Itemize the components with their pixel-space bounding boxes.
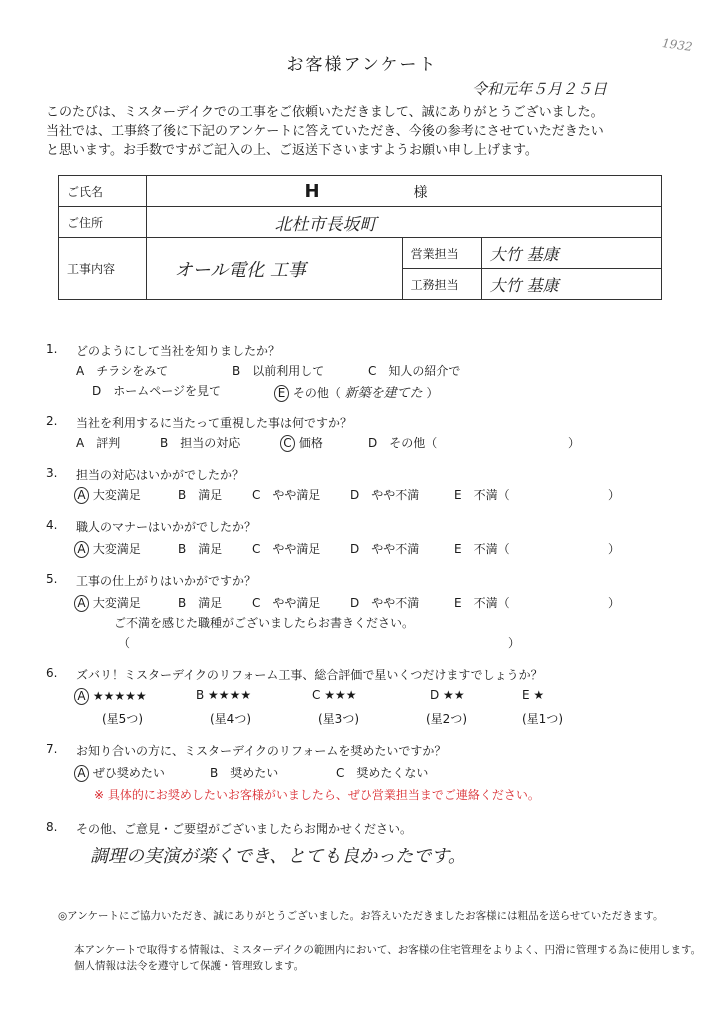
- q2-option-d-close: ）: [568, 436, 581, 450]
- q6-text: ズバリ！ミスターデイクのリフォーム工事、総合評価で星いくつだけますでしょうか？: [76, 668, 543, 682]
- q2-option-c-text: 価格: [298, 436, 323, 450]
- q3-option-c: C やや満足: [252, 488, 321, 502]
- q4-option-e-close: ）: [608, 542, 621, 556]
- q6-option-d: D ★★: [430, 688, 465, 702]
- name-value: H: [304, 180, 320, 202]
- q4-option-e: E 不満（: [454, 542, 510, 556]
- work-label: 工事内容: [59, 238, 147, 300]
- footer-thanks: ◎アンケートにご協力いただき、誠にありがとうございました。お答えいただきましたお客様には粗品を送らせていただきます。: [58, 910, 664, 922]
- q1-option-e-text: その他（: [292, 386, 341, 400]
- address-cell: [146, 207, 661, 238]
- q5-option-c: C やや満足: [252, 596, 321, 610]
- q1-option-c: C 知人の紹介で: [368, 364, 461, 378]
- q5-option-b: B 満足: [178, 596, 223, 610]
- q2-number: 2.: [46, 414, 58, 428]
- q5-sub-question: ご不満を感じた職種がございましたらお書きください。: [114, 616, 415, 630]
- q6-option-e-sub: (星1つ): [522, 712, 563, 726]
- q6-option-c: C ★★★: [312, 688, 357, 702]
- intro-line: と思います。お手数ですがご記入の上、ご返送下さいますようお願い申し上げます。: [46, 143, 538, 158]
- q6-option-d-sub: (星2つ): [426, 712, 467, 726]
- q1-selected-circle: E: [274, 385, 289, 402]
- q6-option-c-sub: (星3つ): [318, 712, 359, 726]
- q3-option-d: D やや不満: [350, 488, 420, 502]
- q5-option-a: [74, 594, 141, 612]
- intro-line: 当社では、工事終了後に下記のアンケートに答えていただき、今後の参考にさせていただきたい: [46, 124, 604, 139]
- q3-option-e: E 不満（: [454, 488, 510, 502]
- construction-value: 大竹 基康: [489, 275, 559, 295]
- intro-text: [46, 103, 686, 160]
- q3-option-a-text: 大変満足: [92, 488, 141, 502]
- q5-number: 5.: [46, 572, 58, 586]
- q3-option-e-close: ）: [608, 488, 621, 502]
- q6-option-a: [74, 688, 147, 705]
- q5-text: 工事の仕上がりはいかがですか？: [76, 574, 257, 588]
- q5-option-d: D やや不満: [350, 596, 420, 610]
- footer-privacy-1: 本アンケートで取得する情報は、ミスターデイクの範囲内において、お客様の住宅管理をよりよく、円滑に管理する為に使用します。: [74, 944, 702, 956]
- q2-selected-circle: C: [280, 435, 295, 452]
- name-label: ご氏名: [59, 176, 147, 207]
- q1-option-d: D ホームページを見て: [92, 384, 222, 398]
- q8-text: その他、ご意見・ご要望がございましたらお聞かせください。: [76, 822, 413, 836]
- q1-option-e-answer: 新築を建てた: [344, 386, 423, 401]
- q3-text: 担当の対応はいかがでしたか？: [76, 468, 245, 482]
- q6-number: 6.: [46, 666, 58, 680]
- q4-number: 4.: [46, 518, 58, 532]
- construction-cell: [481, 269, 661, 300]
- q6-option-a-stars: ★★★★★: [92, 689, 147, 703]
- name-cell: [146, 176, 661, 207]
- q3-option-a: [74, 486, 141, 504]
- q7-number: 7.: [46, 742, 58, 756]
- customer-info-table: [58, 175, 662, 300]
- q1-option-b: B 以前利用して: [232, 364, 325, 378]
- intro-line: このたびは、ミスターデイクでの工事をご依頼いただきまして、誠にありがとうございました。: [46, 105, 604, 120]
- work-value: オール電化 工事: [174, 259, 306, 281]
- survey-title: お客様アンケート: [286, 55, 438, 75]
- q7-option-b: B 奨めたい: [210, 766, 279, 780]
- sales-value: 大竹 基康: [489, 244, 559, 264]
- q7-red-note: ※ 具体的にお奨めしたいお客様がいましたら、ぜひ営業担当までご連絡ください。: [94, 788, 540, 802]
- q3-option-b: B 満足: [178, 488, 223, 502]
- q1-number: 1.: [46, 342, 58, 356]
- q5-selected-circle: A: [74, 595, 89, 612]
- work-cell: [146, 238, 402, 300]
- q7-option-a: [74, 764, 165, 782]
- q6-option-a-sub: (星5つ): [102, 712, 143, 726]
- q5-option-a-text: 大変満足: [92, 596, 141, 610]
- q4-text: 職人のマナーはいかがでしたか？: [76, 520, 257, 534]
- q7-option-c: C 奨めたくない: [336, 766, 429, 780]
- q4-option-b: B 満足: [178, 542, 223, 556]
- q1-option-e: [274, 382, 439, 402]
- corner-note: 1932: [661, 35, 694, 55]
- address-value: 北杜市長坂町: [274, 214, 377, 235]
- q2-option-a: A 評判: [76, 436, 121, 450]
- q1-option-e-close: ）: [426, 386, 439, 400]
- q4-option-a-text: 大変満足: [92, 542, 141, 556]
- q4-selected-circle: A: [74, 541, 89, 558]
- q2-option-b: B 担当の対応: [160, 436, 241, 450]
- q6-option-b: B ★★★★: [196, 688, 252, 702]
- q7-option-a-text: ぜひ奨めたい: [92, 766, 165, 780]
- q1-text: どのようにして当社を知りましたか？: [76, 344, 281, 358]
- q8-number: 8.: [46, 820, 58, 834]
- q1-option-a: A チラシをみて: [76, 364, 169, 378]
- q6-option-e: E ★: [522, 688, 545, 702]
- q5-sub-open: （: [118, 636, 131, 650]
- q7-selected-circle: A: [74, 765, 89, 782]
- q4-option-c: C やや満足: [252, 542, 321, 556]
- construction-label: 工務担当: [402, 269, 481, 300]
- q5-option-e: E 不満（: [454, 596, 510, 610]
- q6-selected-circle: A: [74, 688, 89, 705]
- q8-answer: 調理の実演が楽くでき、とても良かったです。: [90, 846, 466, 867]
- q2-text: 当社を利用するに当たって重視した事は何ですか？: [76, 416, 353, 430]
- q2-option-c: [280, 434, 323, 452]
- q4-option-a: [74, 540, 141, 558]
- footer-privacy-2: 個人情報は法令を遵守して保護・管理致します。: [74, 960, 305, 972]
- sales-label: 営業担当: [402, 238, 481, 269]
- q3-selected-circle: A: [74, 487, 89, 504]
- q2-option-d: D その他（: [368, 436, 438, 450]
- address-label: ご住所: [59, 207, 147, 238]
- q4-option-d: D やや不満: [350, 542, 420, 556]
- name-suffix: 様: [413, 184, 428, 201]
- q3-number: 3.: [46, 466, 58, 480]
- q5-sub-close: ）: [508, 636, 521, 650]
- survey-date: 令和元年５月２５日: [472, 80, 608, 98]
- q6-option-b-sub: (星4つ): [210, 712, 251, 726]
- q5-option-e-close: ）: [608, 596, 621, 610]
- q7-text: お知り合いの方に、ミスターデイクのリフォームを奨めたいですか？: [76, 744, 447, 758]
- sales-cell: [481, 238, 661, 269]
